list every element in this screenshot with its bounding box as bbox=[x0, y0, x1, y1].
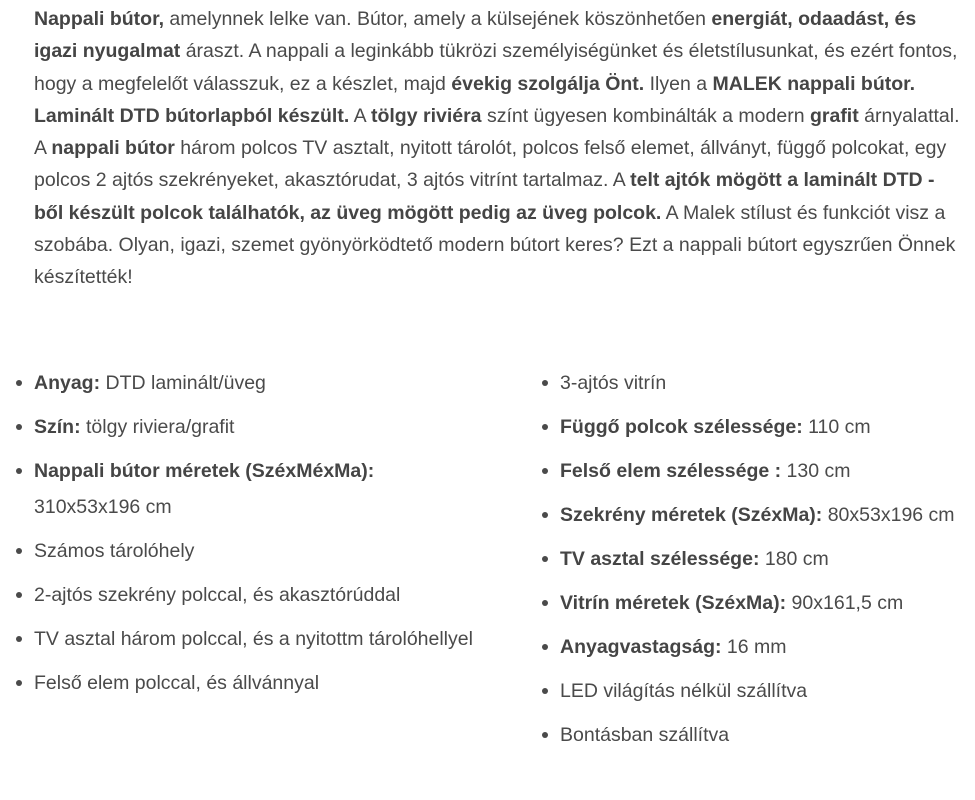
spec-list-item bbox=[560, 541, 970, 577]
spec-value: LED világítás nélkül szállítva bbox=[560, 680, 808, 702]
spec-value: tölgy riviera/grafit bbox=[80, 416, 235, 438]
spec-list-item bbox=[34, 577, 474, 613]
bullet-icon bbox=[16, 636, 22, 642]
bullet-icon bbox=[16, 424, 22, 430]
description-emphasis: grafit bbox=[809, 104, 859, 127]
bullet-icon bbox=[16, 592, 22, 598]
bullet-icon bbox=[542, 556, 548, 562]
bullet-icon bbox=[542, 644, 548, 650]
description-emphasis: MALEK nappali bútor. Laminált DTD bútorlapból készült. bbox=[34, 72, 916, 127]
description-text: áraszt. A nappali a leginkább tükrözi személyiségünket és életstílusunkat, és ezért fontos, hogy a megfelelőt válasszuk, ez a készlet, majd bbox=[34, 40, 958, 95]
description-text: A Malek stílust és funkciót visz a szobába. Olyan, igazi, szemet gyönyörködtető modern bútort keres? Ezt a nappali bútort egyszrűen Önnek készítették! bbox=[34, 201, 956, 289]
spec-value: 110 cm bbox=[802, 416, 871, 438]
specs-list-left bbox=[34, 365, 474, 709]
spec-label: Felső elem szélessége : bbox=[560, 460, 782, 482]
description-paragraph bbox=[34, 3, 964, 294]
spec-value: TV asztal három polccal, és a nyitottm tárolóhellyel bbox=[34, 628, 473, 650]
spec-list-item bbox=[560, 409, 970, 445]
bullet-icon bbox=[542, 380, 548, 386]
spec-label: Anyag: bbox=[34, 372, 101, 394]
spec-value: Számos tárolóhely bbox=[34, 540, 195, 562]
bullet-icon bbox=[16, 680, 22, 686]
description-emphasis: Nappali bútor, bbox=[34, 8, 165, 30]
bullet-icon bbox=[542, 468, 548, 474]
spec-list-item bbox=[34, 665, 474, 701]
spec-value: 310x53x196 cm bbox=[34, 496, 172, 518]
spec-label: TV asztal szélessége: bbox=[560, 548, 760, 570]
spec-list-item bbox=[34, 621, 474, 657]
spec-label: Vitrín méretek (SzéxMa): bbox=[560, 592, 787, 614]
bullet-icon bbox=[16, 548, 22, 554]
description-emphasis: nappali bútor bbox=[51, 137, 175, 160]
spec-value: Bontásban szállítva bbox=[560, 724, 730, 746]
spec-value: 16 mm bbox=[721, 636, 787, 658]
spec-list-item bbox=[560, 629, 970, 665]
description-emphasis: tölgy riviéra bbox=[370, 104, 482, 127]
description-text: árnyalattal. A bbox=[34, 104, 960, 160]
spec-label: Szín: bbox=[34, 416, 81, 438]
description-text: amelynnek lelke van. Bútor, amely a külsejének köszönhetően bbox=[164, 8, 712, 30]
spec-list-item bbox=[560, 453, 970, 489]
bullet-icon bbox=[16, 380, 22, 386]
spec-list-item bbox=[560, 673, 970, 709]
spec-value: DTD laminált/üveg bbox=[100, 372, 266, 394]
bullet-icon bbox=[16, 468, 22, 474]
bullet-icon bbox=[542, 424, 548, 430]
spec-list-item bbox=[560, 717, 970, 753]
bullet-icon bbox=[542, 732, 548, 738]
description-text: három polcos TV asztalt, nyitott tárolót, polcos felső elemet, állványt, függő polcokat, egy polcos 2 ajtós szekrényeket, akasztórudat, 3 ajtós vitrínt tartalmaz. A bbox=[34, 137, 947, 192]
specs-list-right bbox=[560, 365, 970, 761]
description-text: Ilyen a bbox=[644, 72, 713, 95]
spec-list-item bbox=[34, 453, 474, 525]
spec-value: 80x53x196 cm bbox=[822, 504, 955, 526]
bullet-icon bbox=[542, 688, 548, 694]
description-text: színt ügyesen kombinálták a modern bbox=[481, 104, 810, 127]
spec-list-item bbox=[560, 585, 970, 621]
spec-value: 130 cm bbox=[781, 460, 851, 482]
spec-label: Anyagvastagság: bbox=[560, 636, 722, 658]
spec-list-item bbox=[34, 409, 474, 445]
description-text: A bbox=[349, 104, 371, 127]
spec-label: Nappali bútor méretek (SzéxMéxMa): bbox=[34, 460, 375, 482]
spec-value: 180 cm bbox=[759, 548, 829, 570]
description-emphasis: évekig szolgálja Önt. bbox=[451, 72, 645, 95]
bullet-icon bbox=[542, 512, 548, 518]
spec-value: 2-ajtós szekrény polccal, és akasztórúddal bbox=[34, 584, 401, 606]
description-emphasis: energiát, odaadást, és igazi nyugalmat bbox=[34, 8, 917, 63]
spec-list-item bbox=[34, 365, 474, 401]
description-emphasis: telt ajtók mögött a laminált DTD - ből készült polcok találhatók, az üveg mögött pedig az üveg polcok. bbox=[34, 169, 935, 224]
spec-list-item bbox=[560, 497, 970, 533]
spec-label: Függő polcok szélessége: bbox=[560, 416, 803, 438]
bullet-icon bbox=[542, 600, 548, 606]
spec-list-item bbox=[34, 533, 474, 569]
spec-value: Felső elem polccal, és állvánnyal bbox=[34, 672, 320, 694]
spec-label: Szekrény méretek (SzéxMa): bbox=[560, 504, 823, 526]
spec-list-item bbox=[560, 365, 970, 401]
spec-value: 90x161,5 cm bbox=[786, 592, 904, 614]
spec-value: 3-ajtós vitrín bbox=[560, 372, 667, 394]
